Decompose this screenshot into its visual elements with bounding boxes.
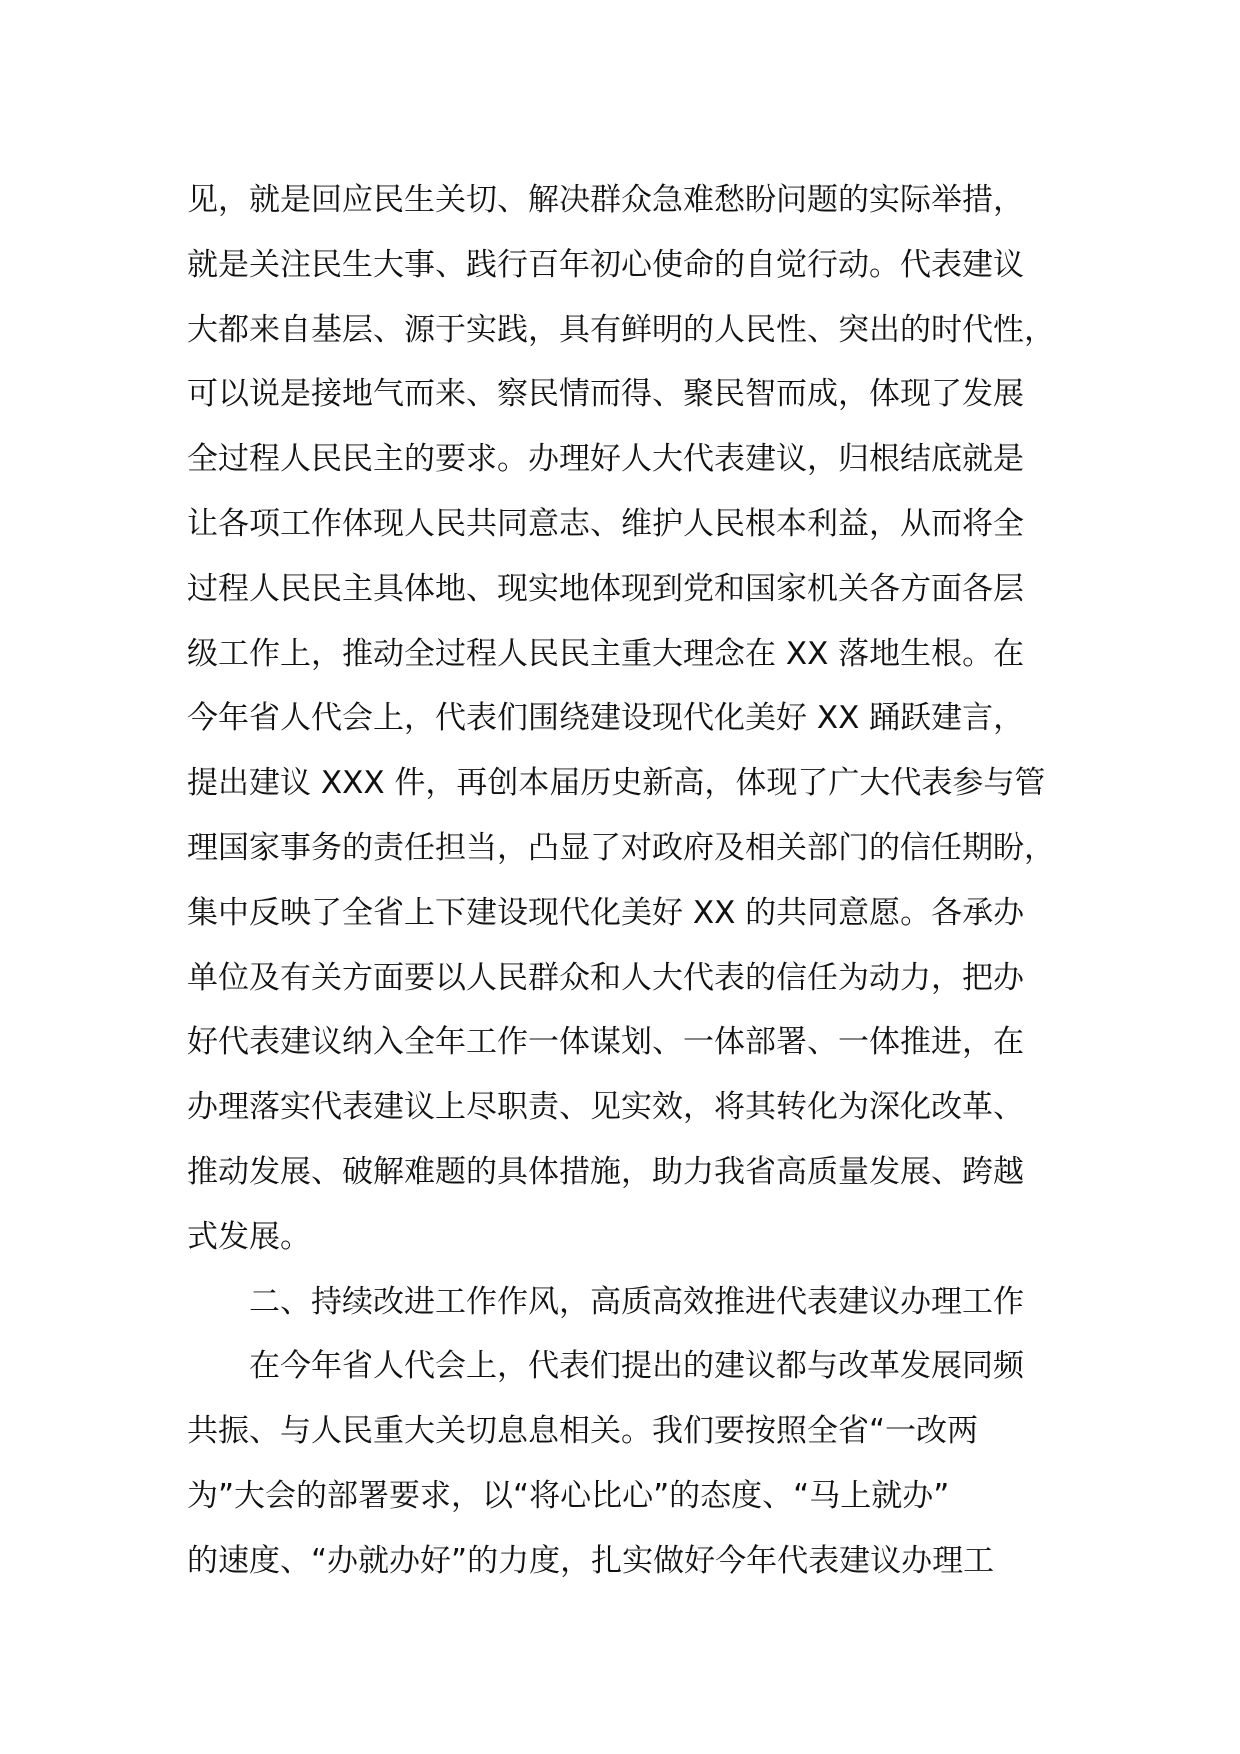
text-line: 理国家事务的责任担当，凸显了对政府及相关部门的信任期盼， [187, 829, 1055, 866]
text-line: 提出建议 XXX 件，再创本届历史新高，体现了广大代表参与管 [187, 765, 1046, 802]
text-line: 推动发展、破解难题的具体措施，助力我省高质量发展、跨越 [187, 1153, 1024, 1190]
text-line: 的速度、“办就办好”的力度，扎实做好今年代表建议办理工 [187, 1542, 995, 1579]
text-line: 见，就是回应民生关切、解决群众急难愁盼问题的实际举措， [187, 182, 1024, 218]
text-line: 大都来自基层、源于实践，具有鲜明的人民性、突出的时代性， [187, 311, 1055, 348]
section-heading: 二、持续改进工作作风，高质高效推进代表建议办理工作 [249, 1283, 1024, 1320]
text-line: 过程人民民主具体地、现实地体现到党和国家机关各方面各层 [187, 570, 1024, 607]
text-line: 全过程人民民主的要求。办理好人大代表建议，归根结底就是 [187, 441, 1024, 478]
text-line: 共振、与人民重大关切息息相关。我们要按照全省“一改两 [187, 1413, 979, 1450]
text-line: 好代表建议纳入全年工作一体谋划、一体部署、一体推进，在 [187, 1024, 1024, 1061]
text-line: 式发展。 [187, 1218, 311, 1255]
text-line: 级工作上，推动全过程人民民主重大理念在 XX 落地生根。在 [187, 635, 1025, 672]
text-line: 可以说是接地气而来、察民情而得、聚民智而成，体现了发展 [187, 376, 1024, 413]
paragraph-first-line: 在今年省人代会上，代表们提出的建议都与改革发展同频 [249, 1348, 1024, 1385]
text-line: 让各项工作体现人民共同意志、维护人民根本利益，从而将全 [187, 505, 1024, 542]
text-line: 就是关注民生大事、践行百年初心使命的自觉行动。代表建议 [187, 246, 1024, 283]
text-line: 单位及有关方面要以人民群众和人大代表的信任为动力，把办 [187, 959, 1024, 996]
text-line: 集中反映了全省上下建设现代化美好 XX 的共同意愿。各承办 [187, 894, 1025, 931]
text-line: 今年省人代会上，代表们围绕建设现代化美好 XX 踊跃建言， [187, 700, 1025, 737]
text-line: 办理落实代表建议上尽职责、见实效，将其转化为深化改革、 [187, 1089, 1024, 1126]
document-body [187, 168, 1087, 1594]
text-line: 为”大会的部署要求，以“将心比心”的态度、“马上就办” [187, 1477, 950, 1514]
